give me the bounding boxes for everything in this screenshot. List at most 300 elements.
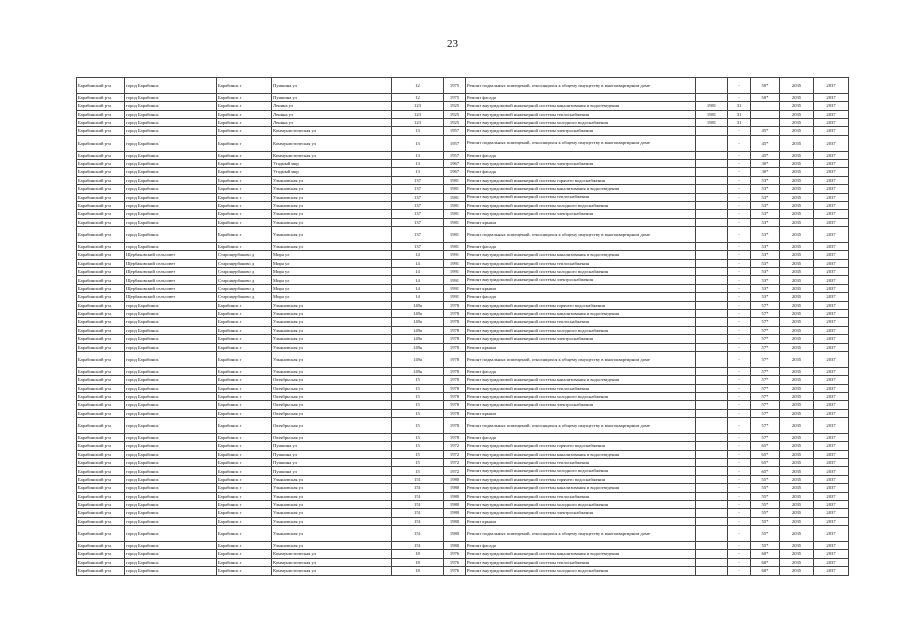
- street-cell: Коммунистическая ул: [272, 135, 392, 151]
- cost-cell: 30*: [751, 168, 780, 176]
- street-cell: Ульяновская ул: [272, 176, 392, 184]
- last-repair-year-cell: [696, 492, 728, 500]
- work-type-cell: Ремонт внутридомовой инженерной системы холодного водоснабжения: [466, 467, 696, 475]
- year-cell: 1967: [444, 159, 466, 167]
- last-repair-year-cell: 1981: [696, 118, 728, 126]
- wear-cell: -: [728, 93, 751, 101]
- street-cell: Пушкина ул: [272, 467, 392, 475]
- street-cell: Ульяновская ул: [272, 309, 392, 317]
- year-cell: 1980: [444, 475, 466, 483]
- house-cell: 14: [392, 259, 444, 267]
- year-cell: 1980: [444, 541, 466, 549]
- work-type-cell: Ремонт фасада: [466, 541, 696, 549]
- period-start-cell: 2035: [780, 78, 814, 94]
- house-cell: 149а: [392, 301, 444, 309]
- period-end-cell: 2037: [814, 102, 849, 110]
- period-end-cell: 2037: [814, 401, 849, 409]
- period-end-cell: 2037: [814, 242, 849, 250]
- period-start-cell: 2035: [780, 102, 814, 110]
- last-repair-year-cell: [696, 251, 728, 259]
- cost-cell: 53*: [751, 259, 780, 267]
- period-start-cell: 2035: [780, 135, 814, 151]
- table-row: [77, 409, 849, 417]
- settlement-cell: город Барабинск: [125, 159, 217, 167]
- last-repair-year-cell: [696, 268, 728, 276]
- wear-cell: -: [728, 326, 751, 334]
- wear-cell: -: [728, 517, 751, 525]
- year-cell: 1925: [444, 118, 466, 126]
- area-cell: Барабинский р-н: [77, 541, 125, 549]
- wear-cell: -: [728, 433, 751, 441]
- period-start-cell: 2035: [780, 293, 814, 301]
- table-row: [77, 268, 849, 276]
- locality-cell: Барабинск г: [217, 168, 272, 176]
- table-row: [77, 351, 849, 367]
- house-cell: 14: [392, 293, 444, 301]
- work-type-cell: Ремонт внутридомовой инженерной системы холодного водоснабжения: [466, 392, 696, 400]
- period-end-cell: 2037: [814, 409, 849, 417]
- last-repair-year-cell: [696, 159, 728, 167]
- last-repair-year-cell: [696, 259, 728, 267]
- locality-cell: Барабинск г: [217, 459, 272, 467]
- settlement-cell: город Барабинск: [125, 118, 217, 126]
- table-row: [77, 418, 849, 434]
- cost-cell: 55*: [751, 517, 780, 525]
- house-cell: 151: [392, 484, 444, 492]
- wear-cell: -: [728, 550, 751, 558]
- period-start-cell: 2035: [780, 376, 814, 384]
- period-end-cell: 2037: [814, 93, 849, 101]
- work-type-cell: Ремонт внутридомовой инженерной системы канализования и водоотведения: [466, 450, 696, 458]
- period-end-cell: 2037: [814, 384, 849, 392]
- locality-cell: Барабинск г: [217, 433, 272, 441]
- period-start-cell: 2035: [780, 467, 814, 475]
- street-cell: Пушкина ул: [272, 459, 392, 467]
- last-repair-year-cell: [696, 78, 728, 94]
- period-start-cell: 2035: [780, 418, 814, 434]
- last-repair-year-cell: [696, 135, 728, 151]
- year-cell: 1991: [444, 293, 466, 301]
- house-cell: 137: [392, 193, 444, 201]
- locality-cell: Старощербаково д: [217, 251, 272, 259]
- area-cell: Барабинский р-н: [77, 384, 125, 392]
- period-start-cell: 2035: [780, 550, 814, 558]
- area-cell: Барабинский р-н: [77, 326, 125, 334]
- work-type-cell: Ремонт внутридомовой инженерной системы холодного водоснабжения: [466, 567, 696, 575]
- house-cell: 149а: [392, 326, 444, 334]
- street-cell: Ульяновская ул: [272, 509, 392, 517]
- house-cell: 15: [392, 409, 444, 417]
- cost-cell: 53*: [751, 293, 780, 301]
- settlement-cell: город Барабинск: [125, 343, 217, 351]
- area-cell: Барабинский р-н: [77, 484, 125, 492]
- period-end-cell: 2037: [814, 176, 849, 184]
- last-repair-year-cell: [696, 284, 728, 292]
- last-repair-year-cell: [696, 558, 728, 566]
- settlement-cell: город Барабинск: [125, 168, 217, 176]
- cost-cell: 53*: [751, 201, 780, 209]
- year-cell: 1978: [444, 309, 466, 317]
- wear-cell: -: [728, 567, 751, 575]
- street-cell: Ленина ул: [272, 110, 392, 118]
- table-row: [77, 193, 849, 201]
- period-end-cell: 2037: [814, 367, 849, 375]
- table-row: [77, 276, 849, 284]
- area-cell: Барабинский р-н: [77, 185, 125, 193]
- last-repair-year-cell: [696, 509, 728, 517]
- last-repair-year-cell: [696, 293, 728, 301]
- table-row: [77, 227, 849, 243]
- area-cell: Барабинский р-н: [77, 309, 125, 317]
- cost-cell: 53*: [751, 193, 780, 201]
- wear-cell: -: [728, 526, 751, 542]
- table-row: [77, 176, 849, 184]
- street-cell: Мира ул: [272, 268, 392, 276]
- last-repair-year-cell: [696, 367, 728, 375]
- cost-cell: 53*: [751, 185, 780, 193]
- house-cell: 137: [392, 176, 444, 184]
- year-cell: 1981: [444, 193, 466, 201]
- work-type-cell: Ремонт внутридомовой инженерной системы канализования и водоотведения: [466, 251, 696, 259]
- period-end-cell: 2037: [814, 293, 849, 301]
- period-start-cell: 2035: [780, 392, 814, 400]
- street-cell: Коммунистическая ул: [272, 151, 392, 159]
- locality-cell: Старощербаково д: [217, 284, 272, 292]
- table-row: [77, 343, 849, 351]
- street-cell: Мира ул: [272, 259, 392, 267]
- cost-cell: 45*: [751, 135, 780, 151]
- work-type-cell: Ремонт подвальных помещений, относящихся к общему имуществу в многоквартирном доме: [466, 227, 696, 243]
- period-start-cell: 2035: [780, 343, 814, 351]
- repair-schedule-table: [76, 77, 849, 576]
- wear-cell: -: [728, 475, 751, 483]
- house-cell: 151: [392, 509, 444, 517]
- locality-cell: Барабинск г: [217, 110, 272, 118]
- settlement-cell: город Барабинск: [125, 110, 217, 118]
- area-cell: Барабинский р-н: [77, 210, 125, 218]
- cost-cell: 57*: [751, 392, 780, 400]
- last-repair-year-cell: [696, 227, 728, 243]
- work-type-cell: Ремонт внутридомовой инженерной системы канализования и водоотведения: [466, 550, 696, 558]
- area-cell: Барабинский р-н: [77, 517, 125, 525]
- year-cell: 1991: [444, 276, 466, 284]
- year-cell: 1957: [444, 151, 466, 159]
- last-repair-year-cell: [696, 392, 728, 400]
- wear-cell: -: [728, 78, 751, 94]
- street-cell: Коммунистическая ул: [272, 558, 392, 566]
- settlement-cell: город Барабинск: [125, 301, 217, 309]
- settlement-cell: город Барабинск: [125, 185, 217, 193]
- year-cell: 1991: [444, 284, 466, 292]
- settlement-cell: Щербаковский сельсовет: [125, 268, 217, 276]
- last-repair-year-cell: [696, 318, 728, 326]
- wear-cell: -: [728, 418, 751, 434]
- house-cell: 137: [392, 201, 444, 209]
- settlement-cell: город Барабинск: [125, 450, 217, 458]
- period-start-cell: 2035: [780, 118, 814, 126]
- cost-cell: 53*: [751, 218, 780, 226]
- wear-cell: -: [728, 227, 751, 243]
- locality-cell: Барабинск г: [217, 492, 272, 500]
- house-cell: 151: [392, 517, 444, 525]
- cost-cell: 55*: [751, 541, 780, 549]
- locality-cell: Старощербаково д: [217, 293, 272, 301]
- cost-cell: 60*: [751, 550, 780, 558]
- area-cell: Барабинский р-н: [77, 176, 125, 184]
- work-type-cell: Ремонт внутридомовой инженерной системы горячего водоснабжения: [466, 442, 696, 450]
- settlement-cell: город Барабинск: [125, 201, 217, 209]
- street-cell: Мира ул: [272, 251, 392, 259]
- street-cell: Октябрьская ул: [272, 401, 392, 409]
- work-type-cell: Ремонт крыши: [466, 343, 696, 351]
- street-cell: Ленина ул: [272, 102, 392, 110]
- house-cell: 151: [392, 501, 444, 509]
- last-repair-year-cell: [696, 343, 728, 351]
- locality-cell: Барабинск г: [217, 318, 272, 326]
- period-start-cell: 2035: [780, 501, 814, 509]
- settlement-cell: город Барабинск: [125, 376, 217, 384]
- year-cell: 1975: [444, 93, 466, 101]
- year-cell: 1976: [444, 550, 466, 558]
- period-end-cell: 2037: [814, 517, 849, 525]
- work-type-cell: Ремонт внутридомовой инженерной системы теплоснабжения: [466, 259, 696, 267]
- house-cell: 123: [392, 110, 444, 118]
- year-cell: 1978: [444, 367, 466, 375]
- work-type-cell: Ремонт внутридомовой инженерной системы теплоснабжения: [466, 318, 696, 326]
- house-cell: 151: [392, 541, 444, 549]
- wear-cell: -: [728, 293, 751, 301]
- year-cell: 1978: [444, 433, 466, 441]
- locality-cell: Барабинск г: [217, 475, 272, 483]
- work-type-cell: Ремонт внутридомовой инженерной системы электроснабжения: [466, 210, 696, 218]
- area-cell: Барабинский р-н: [77, 335, 125, 343]
- period-end-cell: 2037: [814, 326, 849, 334]
- settlement-cell: город Барабинск: [125, 351, 217, 367]
- locality-cell: Барабинск г: [217, 127, 272, 135]
- cost-cell: 57*: [751, 335, 780, 343]
- year-cell: 1978: [444, 376, 466, 384]
- work-type-cell: Ремонт внутридомовой инженерной системы теплоснабжения: [466, 193, 696, 201]
- area-cell: Барабинский р-н: [77, 501, 125, 509]
- period-start-cell: 2035: [780, 558, 814, 566]
- wear-cell: -: [728, 242, 751, 250]
- last-repair-year-cell: [696, 433, 728, 441]
- locality-cell: Барабинск г: [217, 227, 272, 243]
- year-cell: 1976: [444, 558, 466, 566]
- house-cell: 149а: [392, 367, 444, 375]
- street-cell: Пушкина ул: [272, 450, 392, 458]
- period-end-cell: 2037: [814, 509, 849, 517]
- work-type-cell: Ремонт фасада: [466, 433, 696, 441]
- locality-cell: Старощербаково д: [217, 259, 272, 267]
- work-type-cell: Ремонт крыши: [466, 517, 696, 525]
- year-cell: 1978: [444, 326, 466, 334]
- area-cell: Барабинский р-н: [77, 193, 125, 201]
- wear-cell: -: [728, 151, 751, 159]
- street-cell: Угадный мкр: [272, 168, 392, 176]
- street-cell: Ульяновская ул: [272, 526, 392, 542]
- table-row: [77, 392, 849, 400]
- settlement-cell: город Барабинск: [125, 218, 217, 226]
- settlement-cell: город Барабинск: [125, 558, 217, 566]
- area-cell: Барабинский р-н: [77, 351, 125, 367]
- last-repair-year-cell: [696, 326, 728, 334]
- settlement-cell: город Барабинск: [125, 151, 217, 159]
- area-cell: Барабинский р-н: [77, 558, 125, 566]
- house-cell: 13: [392, 159, 444, 167]
- work-type-cell: Ремонт внутридомовой инженерной системы канализования и водоотведения: [466, 102, 696, 110]
- year-cell: 1972: [444, 459, 466, 467]
- cost-cell: [751, 118, 780, 126]
- settlement-cell: город Барабинск: [125, 475, 217, 483]
- cost-cell: 53*: [751, 268, 780, 276]
- settlement-cell: город Барабинск: [125, 409, 217, 417]
- settlement-cell: город Барабинск: [125, 318, 217, 326]
- work-type-cell: Ремонт внутридомовой инженерной системы холодного водоснабжения: [466, 501, 696, 509]
- wear-cell: -: [728, 176, 751, 184]
- period-start-cell: 2035: [780, 475, 814, 483]
- work-type-cell: Ремонт фасада: [466, 151, 696, 159]
- wear-cell: 31: [728, 102, 751, 110]
- locality-cell: Барабинск г: [217, 409, 272, 417]
- table-row: [77, 509, 849, 517]
- period-end-cell: 2037: [814, 210, 849, 218]
- house-cell: 149а: [392, 343, 444, 351]
- house-cell: 13: [392, 151, 444, 159]
- cost-cell: 57*: [751, 301, 780, 309]
- table-row: [77, 218, 849, 226]
- year-cell: 1978: [444, 343, 466, 351]
- period-end-cell: 2037: [814, 526, 849, 542]
- cost-cell: 57*: [751, 401, 780, 409]
- settlement-cell: город Барабинск: [125, 242, 217, 250]
- street-cell: Пушкина ул: [272, 78, 392, 94]
- period-start-cell: 2035: [780, 433, 814, 441]
- locality-cell: Барабинск г: [217, 335, 272, 343]
- table-row: [77, 475, 849, 483]
- settlement-cell: город Барабинск: [125, 309, 217, 317]
- street-cell: Мира ул: [272, 293, 392, 301]
- house-cell: 18: [392, 558, 444, 566]
- settlement-cell: город Барабинск: [125, 484, 217, 492]
- house-cell: 137: [392, 218, 444, 226]
- last-repair-year-cell: [696, 201, 728, 209]
- period-end-cell: 2037: [814, 418, 849, 434]
- year-cell: 1925: [444, 102, 466, 110]
- wear-cell: -: [728, 251, 751, 259]
- period-start-cell: 2035: [780, 151, 814, 159]
- period-start-cell: 2035: [780, 384, 814, 392]
- cost-cell: 60*: [751, 558, 780, 566]
- year-cell: 1957: [444, 127, 466, 135]
- cost-cell: 53*: [751, 242, 780, 250]
- locality-cell: Барабинск г: [217, 343, 272, 351]
- last-repair-year-cell: [696, 151, 728, 159]
- period-end-cell: 2037: [814, 159, 849, 167]
- locality-cell: Барабинск г: [217, 509, 272, 517]
- house-cell: 151: [392, 492, 444, 500]
- street-cell: Октябрьская ул: [272, 392, 392, 400]
- settlement-cell: город Барабинск: [125, 102, 217, 110]
- work-type-cell: Ремонт внутридомовой инженерной системы холодного водоснабжения: [466, 201, 696, 209]
- wear-cell: -: [728, 384, 751, 392]
- year-cell: 1978: [444, 392, 466, 400]
- last-repair-year-cell: [696, 467, 728, 475]
- street-cell: Ульяновская ул: [272, 335, 392, 343]
- locality-cell: Барабинск г: [217, 501, 272, 509]
- year-cell: 1981: [444, 227, 466, 243]
- work-type-cell: Ремонт подвальных помещений, относящихся к общему имуществу в многоквартирном доме: [466, 78, 696, 94]
- locality-cell: Барабинск г: [217, 376, 272, 384]
- area-cell: Барабинский р-н: [77, 401, 125, 409]
- last-repair-year-cell: [696, 185, 728, 193]
- street-cell: Ульяновская ул: [272, 343, 392, 351]
- period-end-cell: 2037: [814, 185, 849, 193]
- settlement-cell: город Барабинск: [125, 433, 217, 441]
- house-cell: 123: [392, 102, 444, 110]
- cost-cell: 53*: [751, 227, 780, 243]
- period-end-cell: 2037: [814, 392, 849, 400]
- settlement-cell: город Барабинск: [125, 127, 217, 135]
- period-start-cell: 2035: [780, 309, 814, 317]
- settlement-cell: город Барабинск: [125, 93, 217, 101]
- locality-cell: Барабинск г: [217, 193, 272, 201]
- table-row: [77, 135, 849, 151]
- cost-cell: 50*: [751, 93, 780, 101]
- locality-cell: Барабинск г: [217, 102, 272, 110]
- last-repair-year-cell: [696, 168, 728, 176]
- period-end-cell: 2037: [814, 168, 849, 176]
- locality-cell: Барабинск г: [217, 450, 272, 458]
- wear-cell: -: [728, 450, 751, 458]
- street-cell: Коммунистическая ул: [272, 567, 392, 575]
- period-end-cell: 2037: [814, 218, 849, 226]
- period-start-cell: 2035: [780, 284, 814, 292]
- house-cell: 149а: [392, 335, 444, 343]
- wear-cell: -: [728, 467, 751, 475]
- last-repair-year-cell: [696, 550, 728, 558]
- house-cell: 123: [392, 118, 444, 126]
- settlement-cell: Щербаковский сельсовет: [125, 284, 217, 292]
- last-repair-year-cell: [696, 567, 728, 575]
- area-cell: Барабинский р-н: [77, 567, 125, 575]
- settlement-cell: Щербаковский сельсовет: [125, 293, 217, 301]
- period-start-cell: 2035: [780, 450, 814, 458]
- period-end-cell: 2037: [814, 318, 849, 326]
- period-end-cell: 2037: [814, 110, 849, 118]
- period-end-cell: 2037: [814, 118, 849, 126]
- work-type-cell: Ремонт внутридомовой инженерной системы канализования и водоотведения: [466, 484, 696, 492]
- period-end-cell: 2037: [814, 567, 849, 575]
- wear-cell: -: [728, 127, 751, 135]
- year-cell: 1981: [444, 201, 466, 209]
- wear-cell: -: [728, 309, 751, 317]
- year-cell: 1991: [444, 259, 466, 267]
- cost-cell: 53*: [751, 251, 780, 259]
- work-type-cell: Ремонт подвальных помещений, относящихся к общему имуществу в многоквартирном доме: [466, 351, 696, 367]
- cost-cell: 57*: [751, 326, 780, 334]
- area-cell: Барабинский р-н: [77, 433, 125, 441]
- period-start-cell: 2035: [780, 176, 814, 184]
- locality-cell: Барабинск г: [217, 351, 272, 367]
- area-cell: Барабинский р-н: [77, 318, 125, 326]
- area-cell: Барабинский р-н: [77, 110, 125, 118]
- year-cell: 1978: [444, 335, 466, 343]
- street-cell: Ульяновская ул: [272, 185, 392, 193]
- cost-cell: 57*: [751, 376, 780, 384]
- cost-cell: 55*: [751, 475, 780, 483]
- street-cell: Угадный мкр: [272, 159, 392, 167]
